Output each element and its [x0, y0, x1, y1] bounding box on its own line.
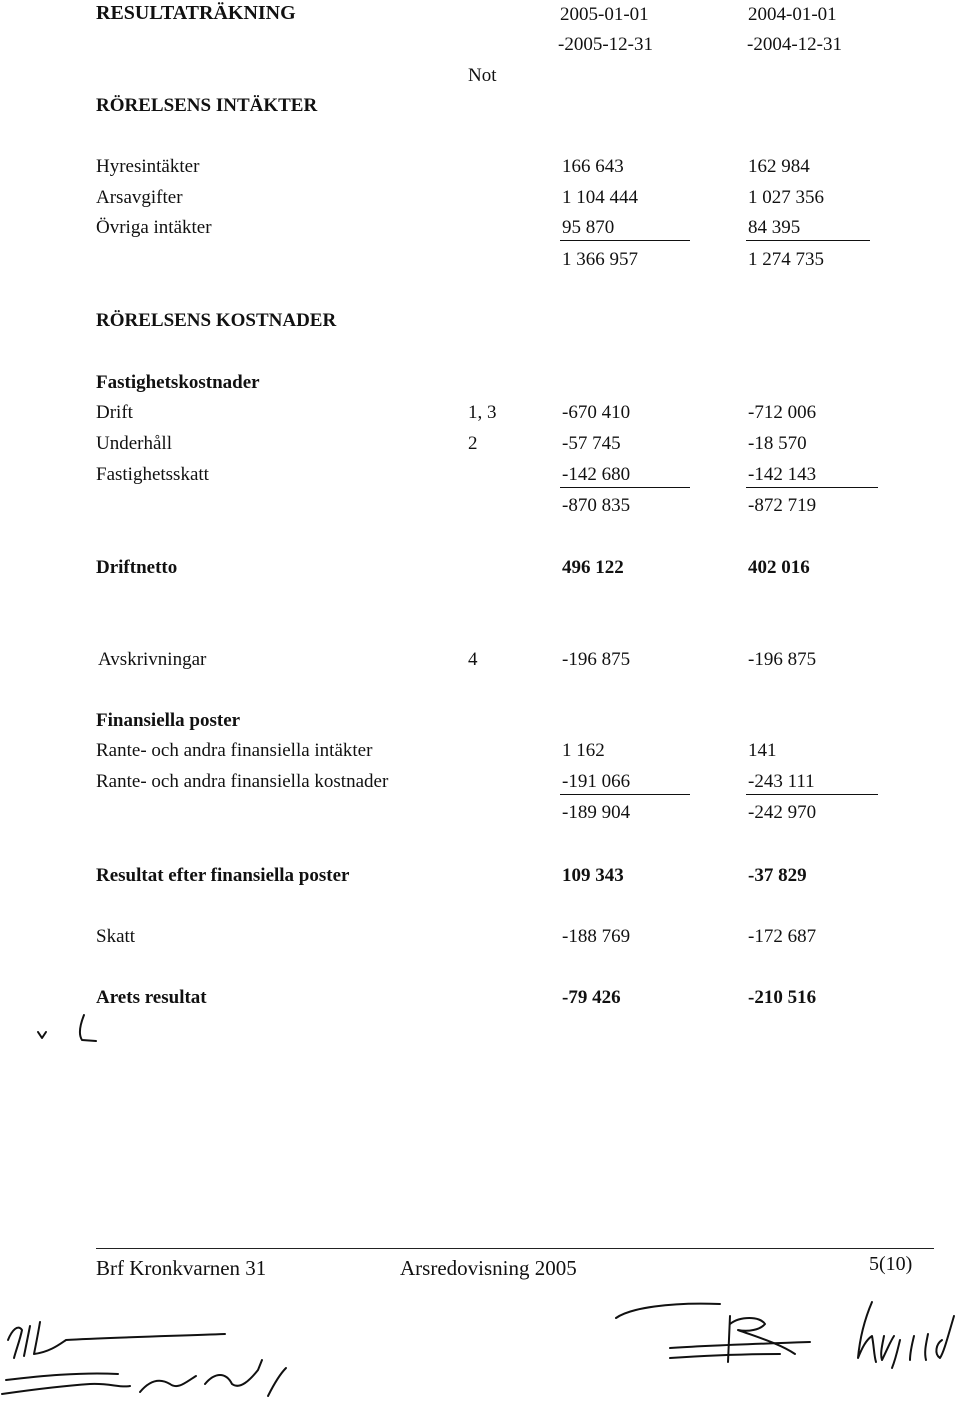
- underline: [560, 240, 690, 241]
- costs-heading: RÖRELSENS KOSTNADER: [96, 310, 337, 331]
- financial-total-2005: -189 904: [562, 802, 631, 823]
- cost-row-note: 2: [468, 433, 478, 454]
- cost-row-2005: -57 745: [562, 433, 621, 454]
- income-row-label: Övriga intäkter: [96, 217, 212, 238]
- financial-row-2004: 141: [748, 740, 777, 761]
- cost-row-2005: -670 410: [562, 402, 631, 423]
- income-row-2004: 84 395: [748, 217, 801, 238]
- cost-row-label: Drift: [96, 402, 133, 423]
- handwritten-mark: [30, 1010, 100, 1050]
- year-result-2005: -79 426: [562, 987, 621, 1008]
- cost-row-2004: -18 570: [748, 433, 807, 454]
- costs-total-2004: -872 719: [748, 495, 817, 516]
- financial-row-2004: -243 111: [748, 771, 815, 792]
- period-2005-end: -2005-12-31: [558, 34, 653, 55]
- after-financial-2005: 109 343: [562, 865, 624, 886]
- costs-total-2005: -870 835: [562, 495, 631, 516]
- footer-org: Brf Kronkvarnen 31: [96, 1256, 267, 1280]
- driftnetto-label: Driftnetto: [96, 557, 178, 578]
- income-heading: RÖRELSENS INTÄKTER: [96, 95, 318, 116]
- footer-rule: [96, 1248, 934, 1249]
- financial-heading: Finansiella poster: [96, 710, 241, 731]
- income-row-2004: 1 027 356: [748, 187, 824, 208]
- cost-row-label: Fastighetsskatt: [96, 464, 209, 485]
- underline: [560, 794, 690, 795]
- note-column-header: Not: [468, 65, 497, 86]
- tax-2005: -188 769: [562, 926, 631, 947]
- footer-doc: Arsredovisning 2005: [400, 1256, 577, 1280]
- income-total-2004: 1 274 735: [748, 249, 824, 270]
- underline: [746, 240, 870, 241]
- financial-row-2005: 1 162: [562, 740, 605, 761]
- income-total-2005: 1 366 957: [562, 249, 638, 270]
- signature-3: [844, 1296, 960, 1386]
- driftnetto-2005: 496 122: [562, 557, 624, 578]
- period-2004-start: 2004-01-01: [748, 4, 837, 25]
- depreciation-2004: -196 875: [748, 649, 817, 670]
- underline: [746, 487, 878, 488]
- cost-row-2004: -142 143: [748, 464, 817, 485]
- depreciation-2005: -196 875: [562, 649, 631, 670]
- period-2004-end: -2004-12-31: [747, 34, 842, 55]
- year-result-label: Arets resultat: [96, 987, 207, 1008]
- driftnetto-2004: 402 016: [748, 557, 810, 578]
- income-row-label: Arsavgifter: [96, 187, 183, 208]
- income-row-2005: 166 643: [562, 156, 624, 177]
- income-row-2005: 1 104 444: [562, 187, 638, 208]
- after-financial-2004: -37 829: [748, 865, 807, 886]
- financial-total-2004: -242 970: [748, 802, 817, 823]
- costs-subheading: Fastighetskostnader: [96, 372, 260, 393]
- footer-page: 5(10): [869, 1253, 913, 1275]
- period-2005-start: 2005-01-01: [560, 4, 649, 25]
- cost-row-label: Underhåll: [96, 433, 172, 454]
- financial-row-label: Rante- och andra finansiella intäkter: [96, 740, 373, 761]
- depreciation-note: 4: [468, 649, 478, 670]
- signature-1: [0, 1310, 300, 1404]
- depreciation-label: Avskrivningar: [98, 649, 207, 670]
- cost-row-note: 1, 3: [468, 402, 497, 423]
- cost-row-2005: -142 680: [562, 464, 631, 485]
- after-financial-label: Resultat efter finansiella poster: [96, 865, 350, 886]
- financial-row-2005: -191 066: [562, 771, 631, 792]
- cost-row-2004: -712 006: [748, 402, 817, 423]
- year-result-2004: -210 516: [748, 987, 817, 1008]
- income-row-2004: 162 984: [748, 156, 810, 177]
- income-row-label: Hyresintäkter: [96, 156, 200, 177]
- page-title: RESULTATRÄKNING: [96, 2, 296, 24]
- financial-row-label: Rante- och andra finansiella kostnader: [96, 771, 389, 792]
- underline: [560, 487, 690, 488]
- income-row-2005: 95 870: [562, 217, 615, 238]
- tax-label: Skatt: [96, 926, 136, 947]
- signature-2: [610, 1296, 830, 1376]
- tax-2004: -172 687: [748, 926, 817, 947]
- underline: [746, 794, 878, 795]
